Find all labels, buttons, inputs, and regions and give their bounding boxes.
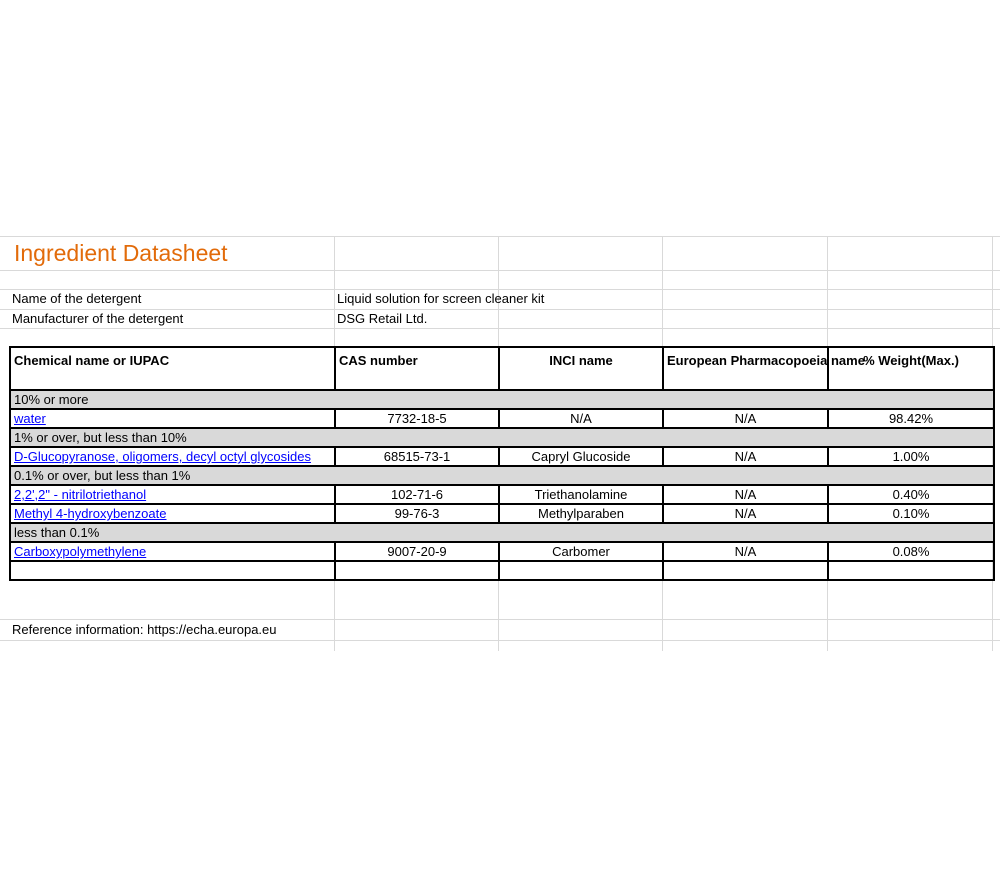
chemical-cell[interactable] [10, 504, 335, 523]
inci-cell[interactable]: Carbomer [499, 542, 663, 561]
ingredient-table [9, 346, 995, 581]
group-label[interactable]: 10% or more [10, 390, 994, 409]
table-header-row [10, 347, 994, 390]
grid-line [0, 309, 1000, 310]
empty-cell[interactable] [10, 561, 335, 580]
european-cell[interactable]: N/A [663, 409, 828, 428]
chemical-cell[interactable] [10, 409, 335, 428]
empty-cell[interactable] [335, 561, 499, 580]
grid-line [0, 619, 1000, 620]
chemical-link[interactable]: water [14, 411, 46, 426]
european-cell[interactable]: N/A [663, 447, 828, 466]
table-row [10, 485, 994, 504]
grid-line [0, 640, 1000, 641]
cas-cell[interactable]: 7732-18-5 [335, 409, 499, 428]
weight-cell[interactable]: 98.42% [828, 409, 994, 428]
grid-line [0, 328, 1000, 329]
empty-cell[interactable] [828, 561, 994, 580]
european-cell[interactable]: N/A [663, 485, 828, 504]
chemical-link[interactable]: Carboxypolymethylene [14, 544, 147, 559]
detergent-name-value: Liquid solution for screen cleaner kit [337, 291, 545, 306]
header-chemical[interactable]: Chemical name or IUPAC [10, 347, 335, 390]
inci-cell[interactable]: Capryl Glucoside [499, 447, 663, 466]
header-cas[interactable]: CAS number [335, 347, 499, 390]
weight-cell[interactable]: 1.00% [828, 447, 994, 466]
european-cell[interactable]: N/A [663, 542, 828, 561]
chemical-cell[interactable] [10, 447, 335, 466]
cas-cell[interactable]: 9007-20-9 [335, 542, 499, 561]
group-label[interactable]: 1% or over, but less than 10% [10, 428, 994, 447]
group-row [10, 428, 994, 447]
empty-cell[interactable] [663, 561, 828, 580]
cas-cell[interactable]: 68515-73-1 [335, 447, 499, 466]
chemical-link[interactable]: Methyl 4-hydroxybenzoate [14, 506, 167, 521]
empty-cell[interactable] [499, 561, 663, 580]
header-european[interactable]: European Pharmacopoeia name [663, 347, 828, 390]
empty-row [10, 561, 994, 580]
table-row [10, 504, 994, 523]
grid-line [0, 270, 1000, 271]
header-weight[interactable]: % Weight(Max.) [828, 347, 994, 390]
manufacturer-label: Manufacturer of the detergent [12, 311, 184, 326]
reference-info: Reference information: https://echa.europa.eu [12, 622, 277, 637]
european-cell[interactable]: N/A [663, 504, 828, 523]
weight-cell[interactable]: 0.08% [828, 542, 994, 561]
weight-cell[interactable]: 0.10% [828, 504, 994, 523]
manufacturer-value: DSG Retail Ltd. [337, 311, 428, 326]
inci-cell[interactable]: Methylparaben [499, 504, 663, 523]
page-title: Ingredient Datasheet [14, 240, 228, 266]
table-row [10, 542, 994, 561]
grid-line [0, 289, 1000, 290]
weight-cell[interactable]: 0.40% [828, 485, 994, 504]
cas-cell[interactable]: 102-71-6 [335, 485, 499, 504]
group-row [10, 390, 994, 409]
table-row [10, 409, 994, 428]
table-row [10, 447, 994, 466]
header-inci[interactable]: INCI name [499, 347, 663, 390]
group-row [10, 523, 994, 542]
chemical-link[interactable]: 2,2',2" - nitrilotriethanol [14, 487, 147, 502]
inci-cell[interactable]: N/A [499, 409, 663, 428]
chemical-cell[interactable] [10, 485, 335, 504]
grid-line [0, 236, 1000, 237]
group-row [10, 466, 994, 485]
group-label[interactable]: 0.1% or over, but less than 1% [10, 466, 994, 485]
detergent-name-label: Name of the detergent [12, 291, 142, 306]
chemical-cell[interactable] [10, 542, 335, 561]
cas-cell[interactable]: 99-76-3 [335, 504, 499, 523]
inci-cell[interactable]: Triethanolamine [499, 485, 663, 504]
chemical-link[interactable]: D-Glucopyranose, oligomers, decyl octyl glycosides [14, 449, 311, 464]
group-label[interactable]: less than 0.1% [10, 523, 994, 542]
